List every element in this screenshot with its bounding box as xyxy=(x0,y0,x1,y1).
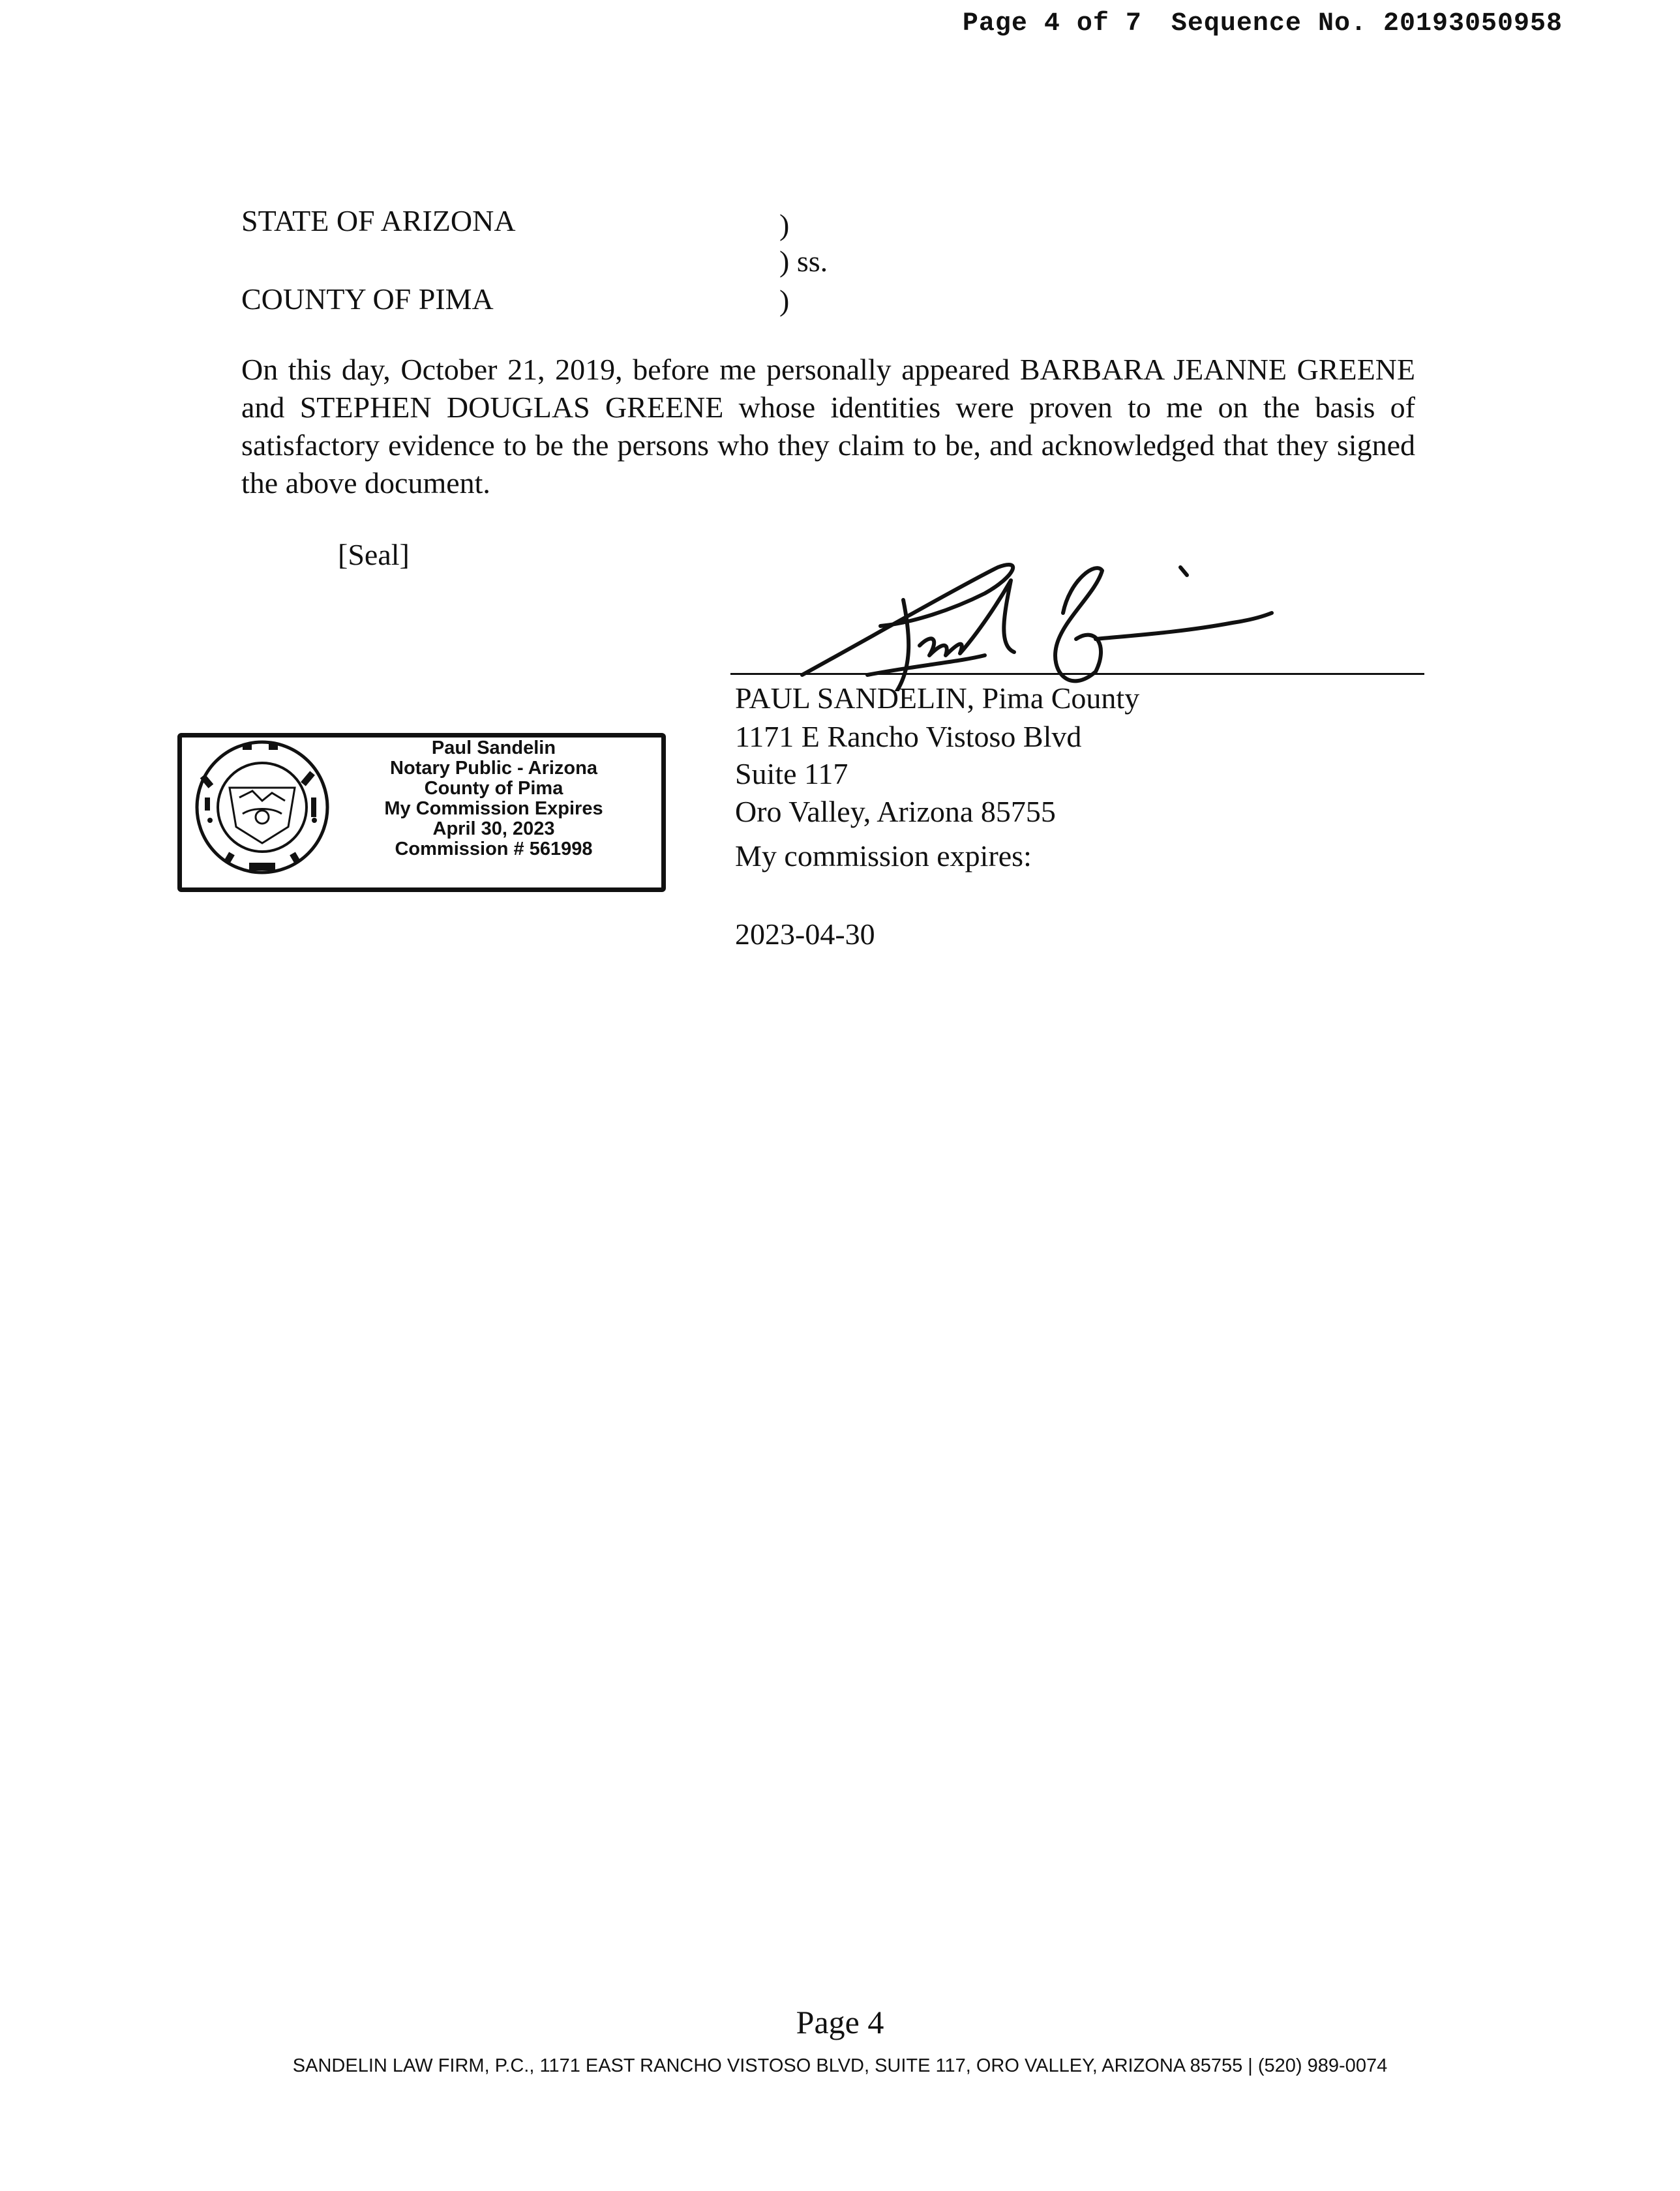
venue-paren-bottom: ) xyxy=(779,284,790,317)
venue-paren-top: ) xyxy=(779,208,790,241)
page-count: Page 4 of 7 xyxy=(962,9,1142,38)
stamp-expires-label: My Commission Expires xyxy=(384,798,603,819)
commission-date: 2023-04-30 xyxy=(735,917,875,951)
recording-header xyxy=(950,9,1563,38)
firm-footer: SANDELIN LAW FIRM, P.C., 1171 EAST RANCHO VISTOSO BLVD, SUITE 117, ORO VALLEY, ARIZONA 85755 | (520) 989-0074 xyxy=(292,2055,1388,2076)
stamp-title: Notary Public - Arizona xyxy=(390,758,597,779)
notary-signature xyxy=(789,541,1285,691)
venue-ss: ) ss. xyxy=(779,245,828,278)
stamp-county: County of Pima xyxy=(424,778,563,799)
commission-label: My commission expires: xyxy=(735,839,1032,872)
venue-county: COUNTY OF PIMA xyxy=(241,282,494,316)
acknowledgment-paragraph: On this day, October 21, 2019, before me personally appeared BARBARA JEANNE GREENE and STEPHEN DOUGLAS GREENE whose identities were proven to me on the basis of satisfactory evidence to be the persons who they claim to be, and acknowledged that they signed the above document. xyxy=(241,353,1415,499)
notary-stamp xyxy=(171,724,667,893)
state-seal-icon xyxy=(190,736,334,879)
notary-name: PAUL SANDELIN, Pima County xyxy=(735,681,1140,715)
page-number: Page 4 xyxy=(796,2004,884,2040)
stamp-text xyxy=(340,738,647,859)
stamp-name: Paul Sandelin xyxy=(431,738,556,758)
sequence-number: Sequence No. 20193050958 xyxy=(1171,9,1563,38)
notary-address-2: Suite 117 xyxy=(735,757,848,790)
seal-label: [Seal] xyxy=(338,538,410,571)
signature-line xyxy=(730,673,1424,675)
venue-state: STATE OF ARIZONA xyxy=(241,204,516,237)
notary-city: Oro Valley, Arizona 85755 xyxy=(735,795,1056,828)
notary-address-1: 1171 E Rancho Vistoso Blvd xyxy=(735,720,1082,753)
stamp-commission-number: Commission # 561998 xyxy=(395,839,593,859)
stamp-expires-date: April 30, 2023 xyxy=(432,818,555,839)
